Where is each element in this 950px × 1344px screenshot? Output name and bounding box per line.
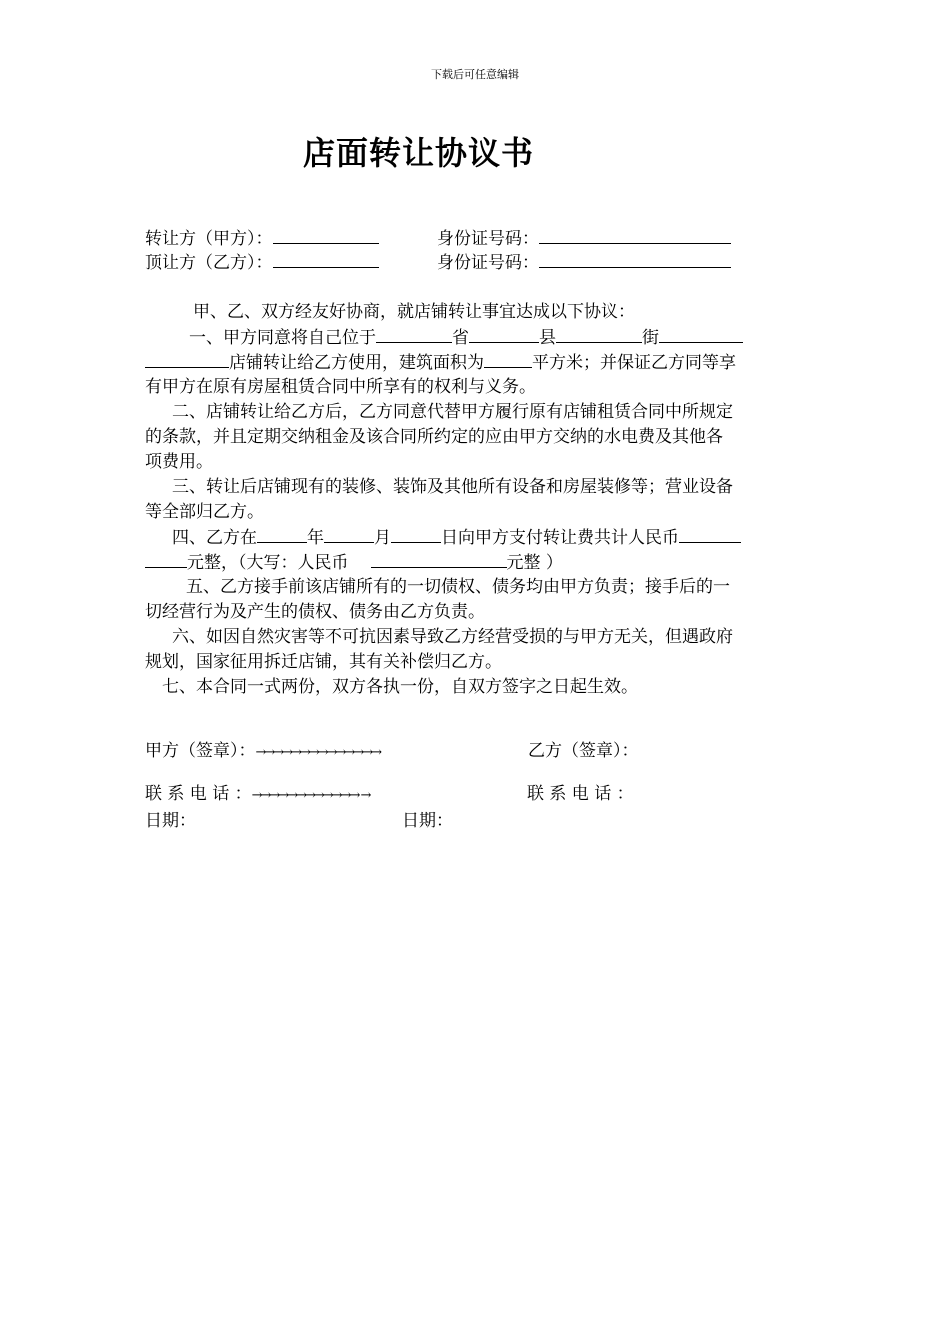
clause2-line3: 项费用。 <box>145 452 213 472</box>
clause1-text-a: 一、甲方同意将自己位于 <box>189 328 376 348</box>
street-blank[interactable] <box>556 325 642 343</box>
county-blank[interactable] <box>469 325 539 343</box>
party-a-signature-label: 甲方（签章）： <box>145 741 256 761</box>
clause3-line2: 等全部归乙方。 <box>145 502 264 522</box>
phone-b-label: 联 系 电 话 ： <box>527 784 634 804</box>
month-blank[interactable] <box>324 525 374 543</box>
party-b-id-row <box>437 250 731 275</box>
party-a-id-blank[interactable] <box>539 226 731 244</box>
clause4-line1 <box>172 525 741 550</box>
year-blank[interactable] <box>257 525 307 543</box>
clause6-line2: 规划，国家征用拆迁店铺，其有关补偿归乙方。 <box>145 652 502 672</box>
clause1-line1 <box>189 325 743 350</box>
header-note: 下载后可任意编辑 <box>431 68 519 81</box>
amount-uppercase-blank[interactable] <box>371 550 507 568</box>
party-a-signature-row <box>145 739 380 765</box>
party-b-row <box>145 250 379 275</box>
party-a-id-label: 身份证号码： <box>437 229 539 249</box>
clause1-line2 <box>145 350 736 375</box>
clause2-line2: 的条款，并且定期交纳租金及该合同所约定的应由甲方交纳的水电费及其他各 <box>145 427 723 447</box>
party-b-id-blank[interactable] <box>539 250 731 268</box>
phone-a-row <box>145 782 369 808</box>
year-label: 年 <box>307 528 324 548</box>
clause5-line2: 切经营行为及产生的债权、债务由乙方负责。 <box>145 602 485 622</box>
address-blank-cont[interactable] <box>145 350 229 368</box>
clause4-text-end: 元整 ） <box>506 553 563 573</box>
phone-arrow-marks: →→→→→→→→→→→→ → <box>251 788 370 803</box>
clause2-line1: 二、店铺转让给乙方后，乙方同意代替甲方履行原有店铺租赁合同中所规定 <box>172 402 733 422</box>
county-label: 县 <box>539 328 556 348</box>
clause1-text-c: 平方米；并保证乙方同等享 <box>532 353 736 373</box>
clause1-line3: 有甲方在原有房屋租赁合同中所享有的权利与义务。 <box>145 377 536 397</box>
signature-arrow-marks: →→→→→→→→→→→→→→ <box>255 745 380 760</box>
document-title: 店面转让协议书 <box>303 134 535 172</box>
clause4-text-a: 四、乙方在 <box>172 528 257 548</box>
clause6-line1: 六、如因自然灾害等不可抗因素导致乙方经营受损的与甲方无关，但遇政府 <box>172 627 733 647</box>
party-b-name-blank[interactable] <box>273 250 379 268</box>
month-label: 月 <box>374 528 391 548</box>
province-label: 省 <box>452 328 469 348</box>
date-a-label: 日期： <box>145 811 196 831</box>
area-blank[interactable] <box>484 350 532 368</box>
party-a-name-blank[interactable] <box>273 226 379 244</box>
clause5-line1: 五、乙方接手前该店铺所有的一切债权、债务均由甲方负责；接手后的一 <box>186 577 730 597</box>
day-blank[interactable] <box>391 525 441 543</box>
party-b-id-label: 身份证号码： <box>437 253 539 273</box>
province-blank[interactable] <box>376 325 452 343</box>
clause1-text-b: 店铺转让给乙方使用，建筑面积为 <box>229 353 484 373</box>
address-blank[interactable] <box>659 325 743 343</box>
date-b-label: 日期： <box>402 811 453 831</box>
amount-blank[interactable] <box>679 525 741 543</box>
party-b-label: 顶让方（乙方）： <box>145 253 273 273</box>
clause4-line2 <box>145 550 563 575</box>
phone-a-label: 联 系 电 话 ： <box>145 784 252 804</box>
intro-text: 甲、乙、双方经友好协商，就店铺转让事宜达成以下协议： <box>193 302 635 322</box>
street-label: 街 <box>642 328 659 348</box>
party-a-label: 转让方（甲方）： <box>145 229 273 249</box>
clause7-text: 七、本合同一式两份，双方各执一份，自双方签字之日起生效。 <box>162 677 638 697</box>
clause3-line1: 三、转让后店铺现有的装修、装饰及其他所有设备和房屋装修等；营业设备 <box>172 477 733 497</box>
party-a-row <box>145 226 379 251</box>
party-a-id-row <box>437 226 731 251</box>
party-b-signature-label: 乙方（签章）： <box>528 741 639 761</box>
amount-blank-cont[interactable] <box>145 550 187 568</box>
clause4-text-day: 日向甲方支付转让费共计人民币 <box>441 528 679 548</box>
clause4-text-yuan: 元整，（大写：人民币 <box>187 553 349 573</box>
